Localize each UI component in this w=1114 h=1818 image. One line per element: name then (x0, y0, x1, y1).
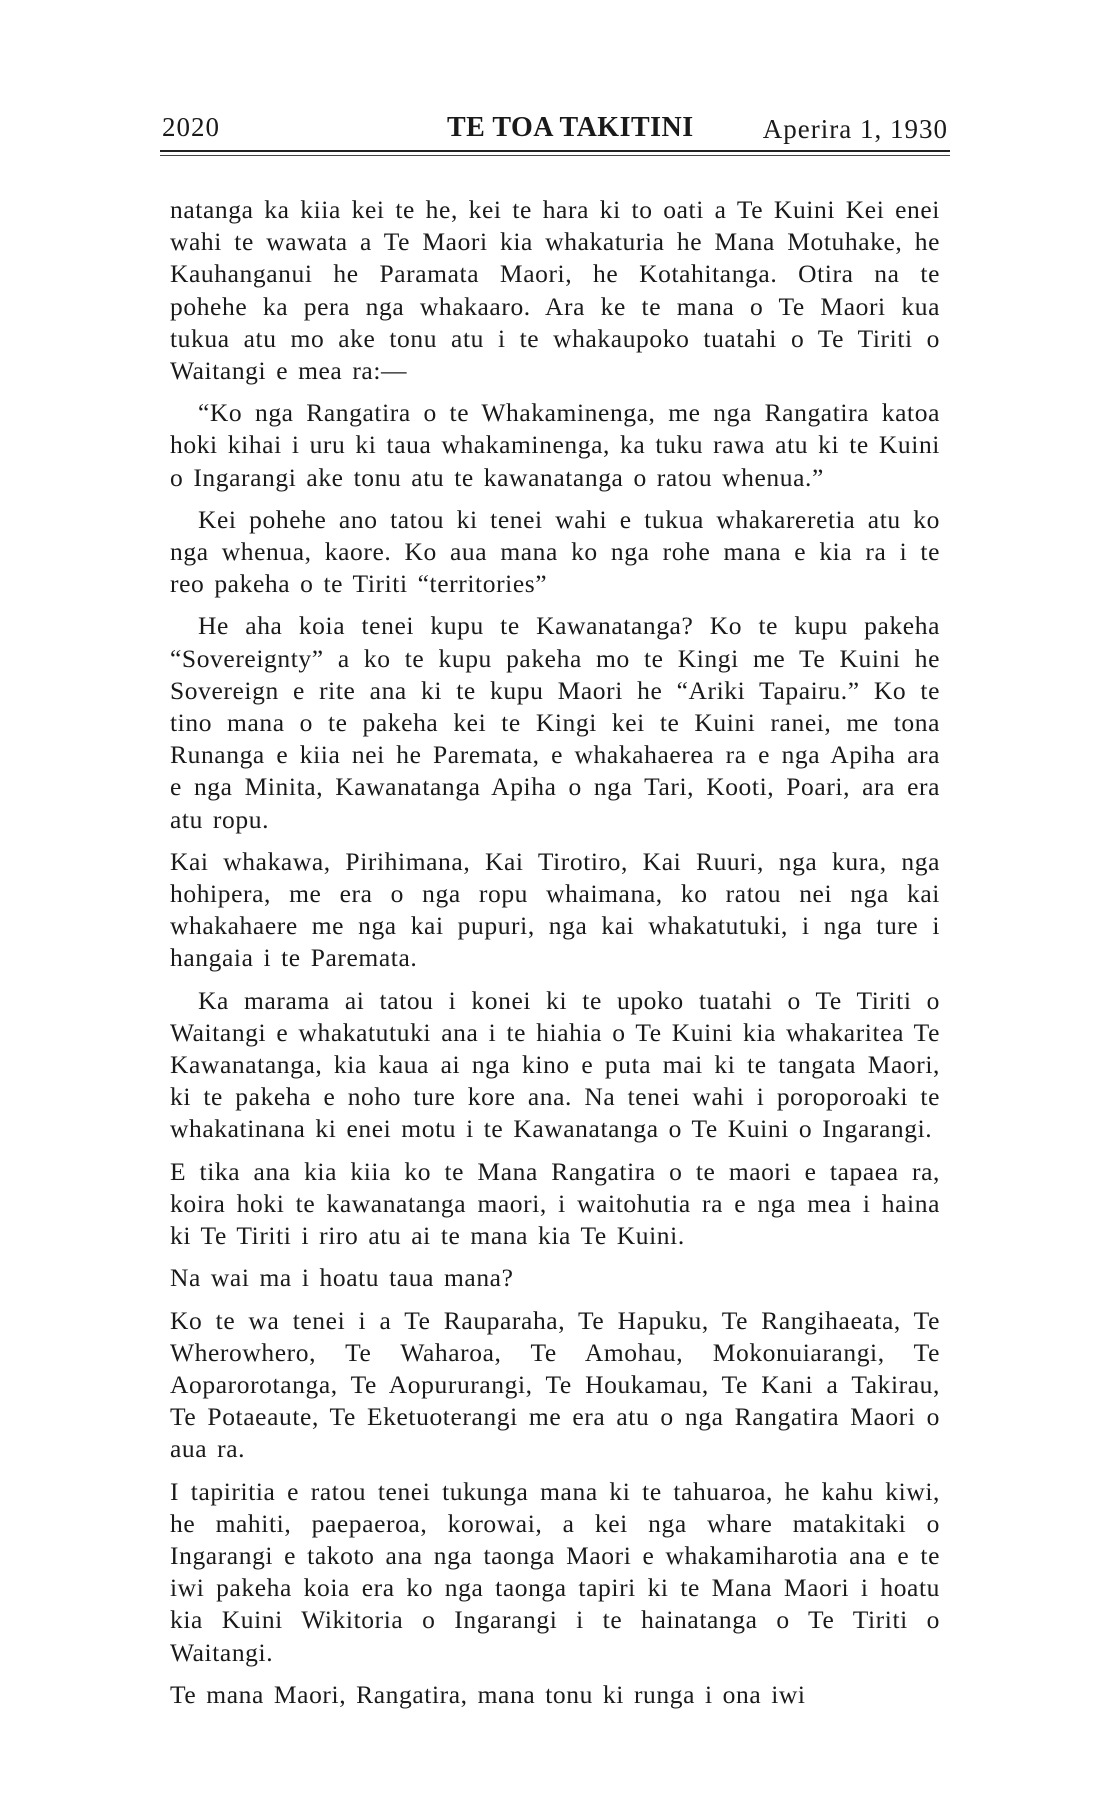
paragraph-6: Ka marama ai tatou i konei ki te upoko tuatahi o Te Tiriti o Waitangi e whakatutuki ana i te hiahia o Te Kuini kia whakaritea Te Kawanatanga, kia kaua ai nga kino e puta mai ki te tangata Maori, ki te pakeha e noho ture kore ana. Na tenei wahi i poroporoaki te whakatinana ki enei motu i te Kawanatanga o Te Kuini o Ingarangi. (170, 985, 940, 1144)
paragraph-11: Te mana Maori, Rangatira, mana tonu ki runga i ona iwi (170, 1679, 806, 1709)
paragraph-8: Na wai ma i hoatu taua mana? (170, 1263, 514, 1293)
paragraph-3: Kei pohehe ano tatou ki tenei wahi e tukua whakareretia atu ko nga whenua, kaore. Ko aua mana ko nga rohe mana e kia ra i te reo pakeha o te Tiriti “territories” (170, 504, 940, 599)
paragraph-4: He aha koia tenei kupu te Kawanatanga? Ko te kupu pakeha “Sovereignty” a ko te kupu pakeha mo te Kingi me Te Kuini he Sovereign e rite ana ki te kupu Maori he “Ariki Tapairu.” Ko te tino mana o te pakeha kei te Kingi kei te Kuini ranei, me tona Runanga e kiia nei he Paremata, e whakahaerea ra e nga Apiha ara e nga Minita, Kawanatanga Apiha o nga Tari, Kooti, Poari, ara era atu ropu. (170, 611, 940, 834)
paragraph-10: I tapiritia e ratou tenei tukunga mana ki te tahuaroa, he kahu kiwi, he mahiti, paepaeroa, korowai, a kei nga whare matakitaki o Ingarangi e takoto ana nga taonga Maori e whakamiharotia ana e te iwi pakeha koia era ko nga taonga tapiri ki te Mana Maori i hoatu kia Kuini Wikitoria o Ingarangi i te hainatanga o Te Tiriti o Waitangi. (170, 1476, 940, 1667)
header-rule (160, 150, 950, 152)
treaty-quote: “Ko nga Rangatira o te Whakaminenga, me nga Rangatira katoa hoki kihai i uru ki taua whakaminenga, ka tuku rawa atu ki te Kuini o Ingarangi ake tonu atu te kawanatanga o ratou whenua.” (170, 398, 940, 492)
issue-date: Aperira 1, 1930 (762, 114, 948, 144)
paragraph-5: Kai whakawa, Pirihimana, Kai Tirotiro, Kai Ruuri, nga kura, nga hohipera, me era o nga ropu whaimana, ko ratou nei nga kai whakahaere me nga kai pupuri, nga kai whakatutuki, i nga ture i hangaia i te Paremata. (170, 846, 940, 973)
paragraph-9: Ko te wa tenei i a Te Rauparaha, Te Hapuku, Te Rangihaeata, Te Wherowhero, Te Waharoa, Te Amohau, Mokonuiarangi, Te Aoparorotanga, Te Aopururangi, Te Houkamau, Te Kani a Takirau, Te Potaeaute, Te Eketuoterangi me era atu o nga Rangatira Maori o aua ra. (170, 1305, 940, 1464)
publication-title: TE TOA TAKITINI (447, 112, 694, 143)
page-number: 2020 (162, 112, 220, 142)
paragraph-7: E tika ana kia kiia ko te Mana Rangatira o te maori e tapaea ra, koira hoki te kawanatanga maori, i waitohutia ra e nga mea i haina ki Te Tiriti i riro atu ai te mana kia Te Kuini. (170, 1156, 940, 1251)
article-body (170, 194, 940, 1721)
header-rule-thin (160, 155, 950, 156)
paragraph-1: natanga ka kiia kei te he, kei te hara ki to oati a Te Kuini Kei enei wahi te wawata a Te Maori kia whakaturia he Mana Motuhake, he Kauhanganui he Paramata Maori, he Kotahitanga. Otira na te pohehe ka pera nga whakaaro. Ara ke te mana o Te Maori kua tukua atu mo ake tonu atu i te whakaupoko tuatahi o Te Tiriti o Waitangi e mea ra:— (170, 195, 940, 386)
